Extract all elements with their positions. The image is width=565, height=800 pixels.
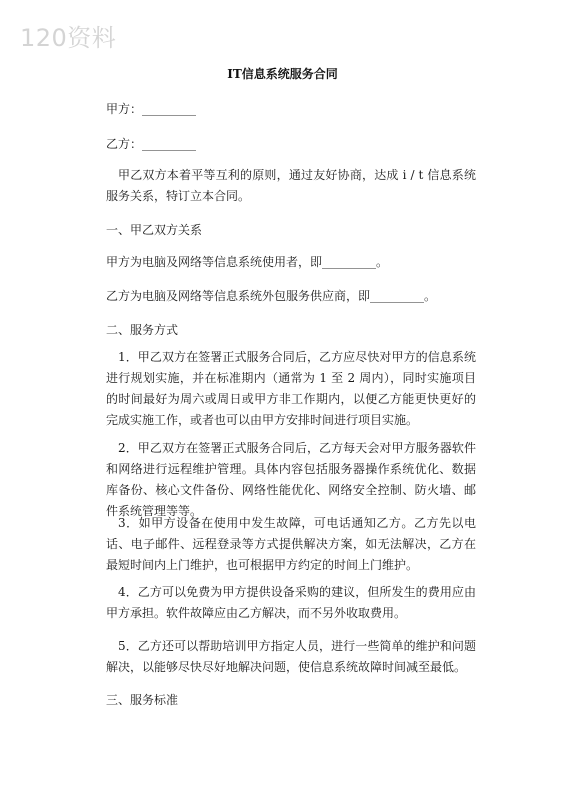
service-item-3: 3．如甲方设备在使用中发生故障，可电话通知乙方。乙方先以电话、电子邮件、远程登录等方式提供解决方案，如无法解决，乙方在最短时间内上门维护，也可根据甲方约定的时间上门维护。: [106, 516, 476, 572]
party-b-line: 乙方：_________: [106, 137, 197, 151]
section-1-heading: 一、甲乙双方关系: [106, 223, 203, 237]
service-item-4: 4．乙方可以免费为甲方提供设备采购的建议，但所发生的费用应由甲方承担。软件故障应由乙方解决，而不另外收取费用。: [106, 585, 476, 620]
document-title: IT信息系统服务合同: [227, 67, 338, 81]
service-item-2: 2．甲乙双方在签署正式服务合同后，乙方每天会对甲方服务器软件和网络进行远程维护管理。具体内容包括服务器操作系统优化、数据库备份、核心文件备份、网络性能优化、网络安全控制、防火墙、邮件系统管理等等。: [106, 441, 476, 518]
watermark-logo: 120资料: [20, 24, 117, 52]
party-a-line: 甲方：_________: [106, 102, 197, 116]
service-item-1: 1．甲乙双方在签署正式服务合同后，乙方应尽快对甲方的信息系统进行规划实施，并在标准期内（通常为 1 至 2 周内），同时实施项目的时间最好为周六或周日或甲方非工作期内，以便乙方能更快更好的完成实施工作，或者也可以由甲方安排时间进行项目实施。: [106, 350, 476, 427]
intro-paragraph: 甲乙双方本着平等互利的原则，通过友好协商，达成 i / t 信息系统服务关系，特订立本合同。: [106, 168, 476, 203]
section-1-party-b: 乙方为电脑及网络等信息系统外包服务供应商，即_________。: [106, 289, 437, 303]
service-item-5: 5．乙方还可以帮助培训甲方指定人员，进行一些简单的维护和问题解决，以能够尽快尽好地解决问题，使信息系统故障时间减至最低。: [106, 639, 476, 674]
section-2-heading: 二、服务方式: [106, 323, 179, 337]
section-1-party-a: 甲方为电脑及网络等信息系统使用者，即_________。: [106, 255, 389, 269]
section-3-heading: 三、服务标准: [106, 693, 179, 707]
